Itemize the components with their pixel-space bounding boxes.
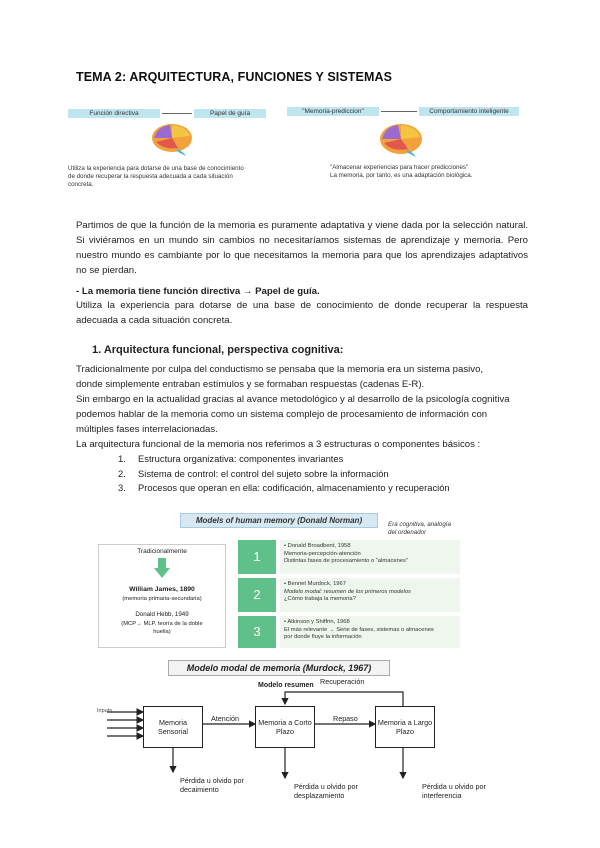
retrieval-label: Recuperación	[320, 677, 365, 686]
section-body: Tradicionalmente por culpa del conductismo se pensaba que la memoria era un sistema pasivo, donde simplemente entraban estímulos y se formaban respuestas (cadenas E-R). Sin embargo en la actualidad gracias al avance metodológico y al desarrollo de la psicología cognitiva podemos hablar de la memoria como un sistema complejo de procesamiento de información con múltiples fases interrelacionadas. La arquitectura funcional de la memoria nos referimos a 3 estructuras o componentes básicos :	[76, 364, 510, 450]
model-row-3: • Atkinson y Shiffrin, 1968 El más relevante → Serie de fases, sistemas o almacenes por donde fluye la información	[280, 616, 460, 648]
model-number-2: 2	[238, 578, 276, 612]
displacement-loss-label: Pérdida u olvido por desplazamiento	[294, 782, 358, 800]
interference-loss-label: Pérdida u olvido por interferencia	[422, 782, 486, 800]
short-term-memory-box: Memoria a Corto Plazo	[255, 706, 315, 748]
arrow-line	[162, 113, 192, 114]
brain-icon	[378, 122, 424, 160]
section-heading: 1. Arquitectura funcional, perspectiva cognitiva:	[92, 344, 344, 356]
model-number-1: 1	[238, 540, 276, 574]
brain-icon	[150, 122, 194, 158]
numbered-list	[118, 452, 450, 496]
modal-subtitle: Modelo resumen	[258, 682, 314, 689]
intro-paragraph: Partimos de que la función de la memoria es puramente adaptativa y viene dada por la selección natural. Si viviéramos en un mundo sin cambios no necesitaríamos sistemas de aprendizaje y memoria. Pero nuestro mundo es cambiante por lo que necesitamos la memoria para que los aprendizajes adaptativos no se pierdan.	[76, 220, 528, 276]
attention-label: Atención	[211, 714, 239, 723]
guide-role-label: Papel de guía	[194, 109, 266, 118]
list-item: 2. Sistema de control: el control del sujeto sobre la información	[118, 467, 389, 479]
inputs-label: Inputs	[97, 708, 112, 714]
memory-prediction-label: "Memoria-prediccion"	[287, 107, 379, 116]
function-directive-label: Función directiva	[68, 109, 160, 118]
arrow-line	[381, 111, 417, 112]
directive-text: Utiliza la experiencia para dotarse de una base de conocimiento de donde recuperar la respuesta adecuada a cada situación concreta.	[76, 300, 528, 326]
long-term-memory-box: Memoria a Largo Plazo	[375, 706, 435, 748]
model-row-2: • Bennet Murdock, 1967 Modelo modal: resumen de los primeros modelos ¿Cómo trabaja la memoria?	[280, 578, 460, 612]
directive-heading: - La memoria tiene función directiva → Papel de guía.	[76, 286, 320, 297]
list-item: 1. Estructura organizativa: componentes invariantes	[118, 453, 344, 464]
model-row-1: • Donald Broadbent, 1958 Memoria-percepción-atención Distintas fases de procesamiento o "almacenes"	[280, 540, 460, 574]
right-figure-caption: "Almacenar experiencias para hacer predicciones" La memoria, por tanto, es una adaptación biológica.	[330, 164, 473, 179]
page-title: TEMA 2: ARQUITECTURA, FUNCIONES Y SISTEMAS	[76, 70, 393, 84]
traditional-box: Tradicionalmente William James, 1890 (memoria primaria-secundaria) Donald Hebb, 1949 (MCP→ MLP, teoría de la doble huella)	[98, 544, 226, 648]
list-item: 3. Procesos que operan en ella: codificación, almacenamiento y recuperación	[118, 482, 450, 493]
left-figure-caption: Utiliza la experiencia para dotarse de una base de conocimiento de donde recuperar la respuesta adecuada a cada situación concreta.	[68, 165, 244, 188]
arrow-down-icon	[154, 558, 170, 578]
sensory-memory-box: Memoria Sensorial	[143, 706, 203, 748]
decay-loss-label: Pérdida u olvido por decaimiento	[180, 776, 244, 794]
intelligent-behavior-label: Comportamiento inteligente	[419, 107, 519, 116]
models-note: Era cognitiva, analogía del ordenador	[388, 521, 451, 536]
models-title: Models of human memory (Donald Norman)	[180, 513, 378, 528]
rehearsal-label: Repaso	[333, 714, 358, 723]
model-number-3: 3	[238, 616, 276, 648]
modal-title: Modelo modal de memoria (Murdock, 1967)	[168, 660, 390, 676]
